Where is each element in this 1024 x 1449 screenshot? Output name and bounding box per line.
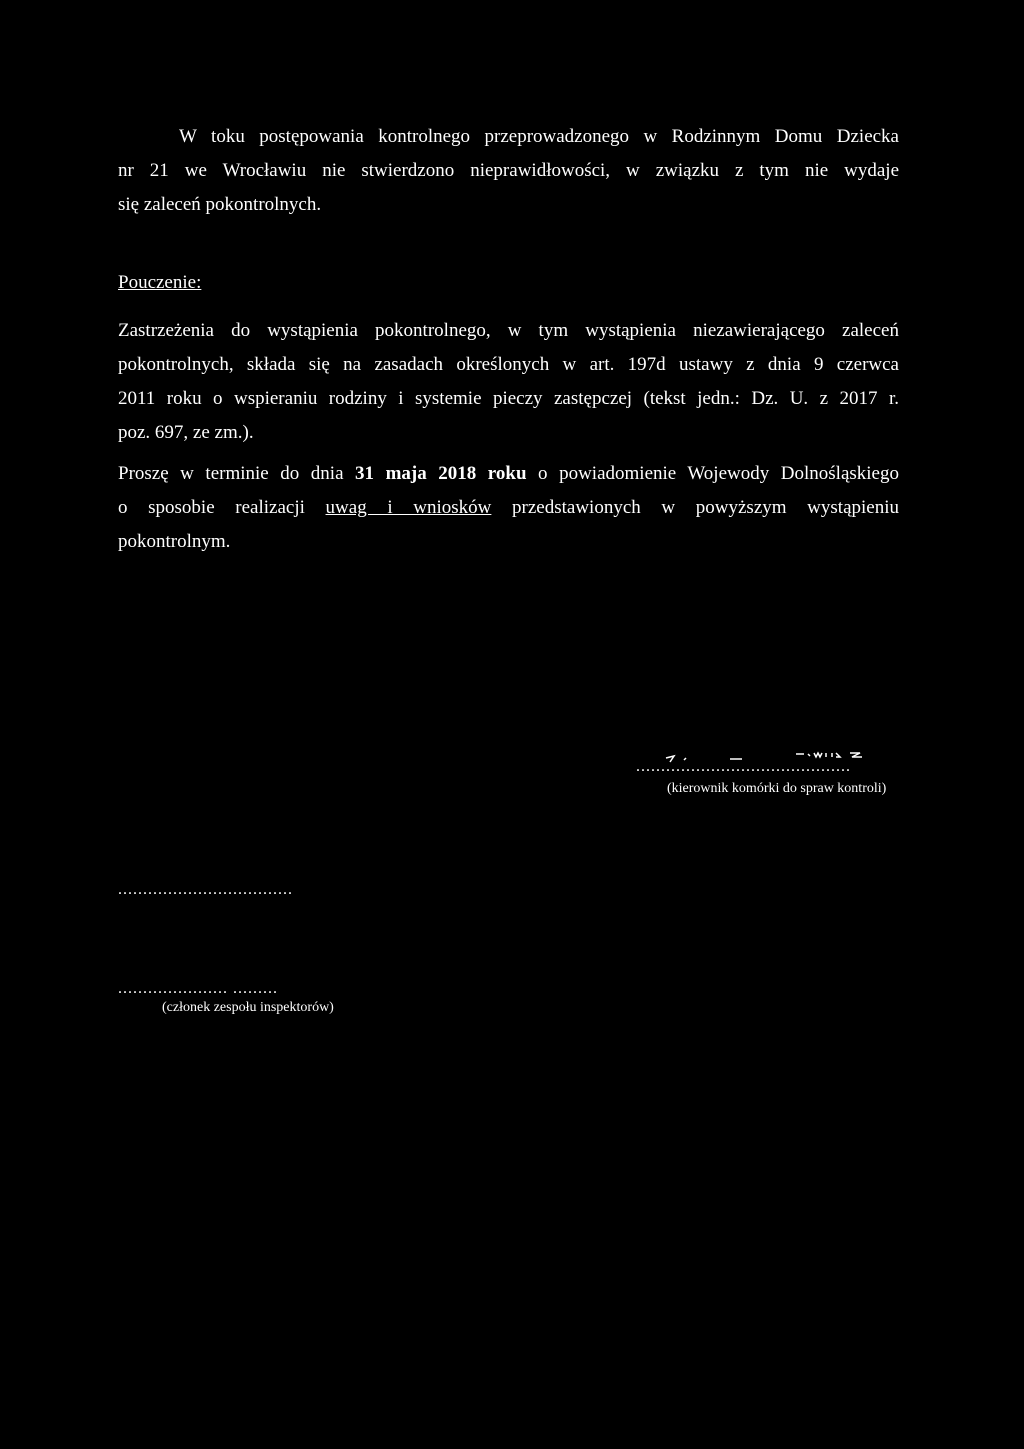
zastrzezenia-line-1: Zastrzeżenia do wystąpienia pokontrolnego, w tym wystąpienia niezawierającego zaleceń [118,320,899,341]
intro-line-2: nr 21 we Wrocławiu nie stwierdzono nieprawidłowości, w związku z tym nie wydaje [118,160,899,181]
head-signature-line: ........................................... [636,758,851,775]
uwagi-wnioski-underlined: uwag i wniosków [325,497,492,518]
prosze-line-1-start: Proszę w terminie do dnia [118,463,356,484]
prosze-line-2 [118,491,899,525]
zastrzezenia-line-2: pokontrolnych, składa się na zasadach określonych w art. 197d ustawy z dnia 9 czerwca [118,354,899,375]
prosze-line-2-end: przedstawionych w powyższym wystąpieniu [491,497,899,518]
prosze-line-1-end: o powiadomienie Wojewody Dolnośląskiego [526,463,899,484]
member-signature-line-2: ...................... ......... [118,980,278,997]
intro-paragraph [118,120,899,222]
prosze-line-3: pokontrolnym. [118,531,231,552]
prosze-line-2-start: o sposobie realizacji [118,497,326,518]
prosze-line-1 [118,457,899,491]
zastrzezenia-line-3: 2011 roku o wspieraniu rodziny i systemie pieczy zastępczej (tekst jedn.: Dz. U. z 2017 r. [118,388,899,409]
prosze-paragraph [118,457,899,559]
pouczenie-heading: Pouczenie: [118,272,202,293]
intro-line-1: W toku postępowania kontrolnego przeprowadzonego w Rodzinnym Domu Dziecka [179,126,899,147]
deadline-date: 31 maja 2018 roku [355,463,527,484]
member-signature-caption: (członek zespołu inspektorów) [162,1000,334,1015]
zastrzezenia-line-4: poz. 697, ze zm.). [118,422,254,443]
member-signature-line-1: ................................... [118,881,293,898]
zastrzezenia-paragraph [118,314,899,450]
intro-line-3: się zaleceń pokontrolnych. [118,194,322,215]
head-signature-caption: (kierownik komórki do spraw kontroli) [667,781,887,796]
